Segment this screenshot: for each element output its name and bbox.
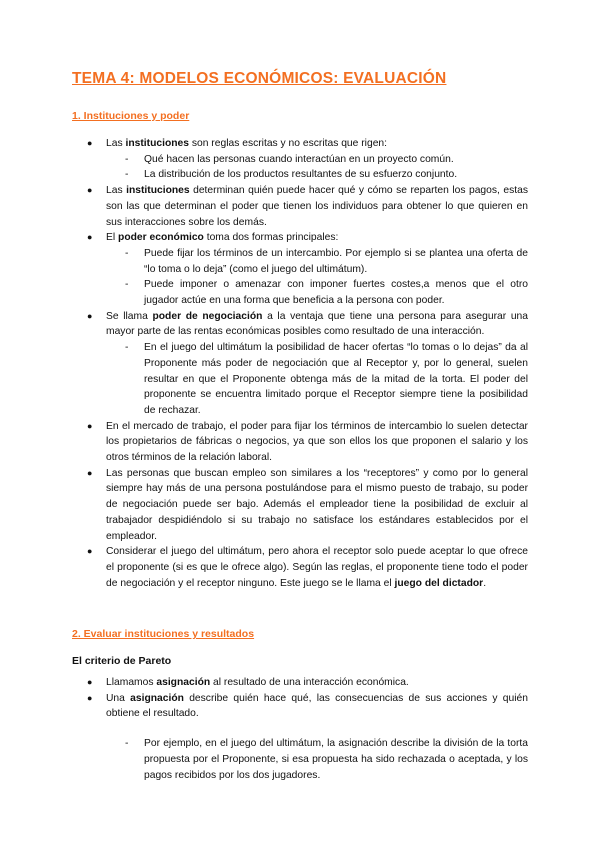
section-1-body [0,136,600,591]
section-heading-evaluar: 2. Evaluar instituciones y resultados [72,628,255,640]
sub-list-item: - Puede fijar los términos de un intercambio. Por ejemplo si se plantea una oferta de “lo toma o lo deja” (como el juego del ultimátum). [125,247,528,275]
sub-list-item: - Por ejemplo, en el juego del ultimátum, la asignación describe la división de la torta propuesta por el Proponente, si esa propuesta ha sido rechazada o aceptada, y los pagos recibidos por los dos jugadores. [125,738,528,781]
dash-icon: - [125,342,129,354]
list-item: ● Las personas que buscan empleo son similares a los “receptores” y como por lo general siempre hay más de una persona postulándose para el mismo puesto de trabajo, su poder de negociación puede ser bajo. Además el empleador tiene la posibilidad de excluir al trabajador despidiéndolo si su trabajo no satisface los estándares establecidos por el empleador. [87,467,528,542]
bullet-icon: ● [87,692,93,703]
list-item: ● Considerar el juego del ultimátum, pero ahora el receptor solo puede aceptar lo que ofrece el proponente (si es que le ofrece algo). Según las reglas, el proponente tiene todo el poder de negociación y el receptor ninguno. Este juego se le llama el juego del dictador. [87,546,528,589]
bullet-icon: ● [87,546,93,557]
bullet-icon: ● [87,420,93,431]
bullet-icon: ● [87,467,93,478]
dash-icon: - [125,153,129,165]
section-heading-instituciones: 1. Instituciones y poder [72,110,190,122]
list-item: ● Se llama poder de negociación a la ventaja que tiene una persona para asegurar una mayor parte de las rentas económicas posibles como resultado de una interacción. [87,310,528,338]
list-item: ● En el mercado de trabajo, el poder para fijar los términos de intercambio lo suelen detectar los propietarios de fábricas o negocios, ya que son ellos los que proponen el salario y los otros términos de la relación laboral. [87,420,528,464]
sub-list-item: - Puede imponer o amenazar con imponer fuertes costes,a menos que el otro jugador actúe en una forma que beneficia a la persona con poder. [125,279,528,307]
dash-icon: - [125,247,129,259]
list-item: ● El poder económico toma dos formas principales: [0,230,600,246]
sub-list-item: - Qué hacen las personas cuando interactúan en un proyecto común. [0,152,600,168]
subsection-heading-pareto: El criterio de Pareto [72,655,172,667]
dash-icon: - [125,279,129,291]
list-item: ● Llamamos asignación al resultado de una interacción económica. [0,675,600,691]
bullet-icon: ● [87,185,93,196]
bullet-icon: ● [87,138,93,148]
sub-list-item: - La distribución de los productos resultantes de su esfuerzo conjunto. [0,167,600,183]
sub-list-item: - En el juego del ultimátum la posibilidad de hacer ofertas “lo tomas o lo dejas” da al Proponente más poder de negociación que al Receptor y, por lo general, suelen resultar en que el Proponente obtenga más de la mitad de la torta. El poder del proponente se encuentra limitado porque el Receptor siempre tiene la posibilidad de rechazar. [125,342,528,416]
page-title: TEMA 4: MODELOS ECONÓMICOS: EVALUACIÓN [72,70,447,87]
list-item: ● Las instituciones son reglas escritas y no escritas que rigen: [0,136,600,152]
dash-icon: - [125,738,129,750]
section-2-body [0,675,600,783]
dash-icon: - [125,169,129,181]
bullet-icon: ● [87,677,93,687]
bullet-icon: ● [87,232,93,243]
list-item: ● Una asignación describe quién hace qué, las consecuencias de sus acciones y quién obtiene el resultado. [87,692,528,720]
bullet-icon: ● [87,310,93,321]
list-item: ● Las instituciones determinan quién puede hacer qué y cómo se reparten los pagos, estas son las que determinan el poder que tienen los individuos para obtener lo que quieren en sus interacciones sobre los demás. [87,185,528,228]
